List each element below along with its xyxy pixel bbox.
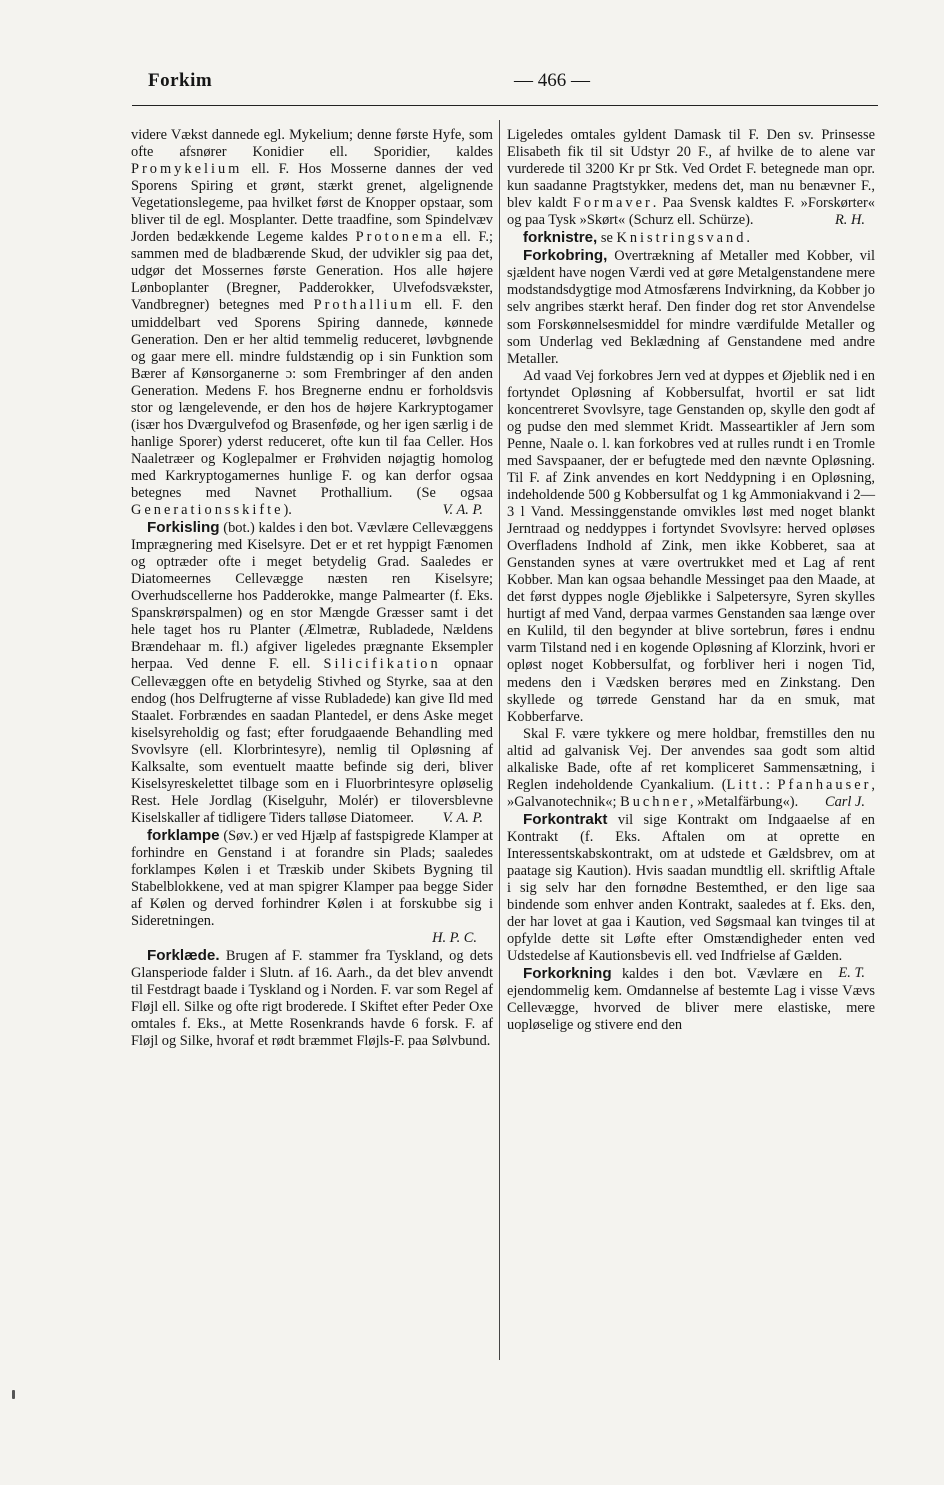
headword: Forkontrakt [523,810,608,828]
author-signature: Carl J. [825,793,865,810]
entry-forklampe: forklampe (Søv.) er ved Hjælp af fastspigrede Klamper at forhindre en Genstand i at forandre sin Plads; saaledes forklampes Kølen i et Træskib under Skibets Bygning til Stabelblokkene, ved at man spigrer Klamper paa begge Sider af Kølen og derved forhindrer Kølen i at forskubbe sig i Sideretningen. [131,826,493,930]
entry-forkobring-paragraph-2: Ad vaad Vej forkobres Jern ved at dyppes et Øjeblik ned i en fortyndet Opløsning af Kobbersulfat, hvortil er sat lidt koncentreret Svovlsyre, tage Genstanden op, skylle den godt af og pudse den med slemmet Kridt. Masseartikler af Jern som Penne, Naale o. l. kan forkobres ved at rulles rundt i en Tromle med Savspaaner, der er befugtede med den nævnte Opløsning. Til F. af Zink anvendes en kort Neddypning i en Opløsning, indeholdende 500 g Kobbersulfat og 1 kg Ammoniakvand i 2—3 l Vand. Messinggenstande omvikles løst med noget blankt Jerntraad og neddyppes i fortyndet Svovlsyre: herved opløses Overfladens Indhold af Zink, men ikke Kobberet, saa at Genstanden synes at være overtrukket med et Lag af rent Kobber. Man kan ogsaa behandle Messinget paa den Maade, at det først dyppes nogle Øjeblikke i Salpetersyre, Syren skylles hurtigt af med Vand, derpaa varmes Genstanden saa længe over en Kulild, til den begynder at blive sortebrun, føres i endnu varm Tilstand ned i en kogende Opløsning af Klorzink, hvori er opløst noget Kobbersulfat, og forbliver heri i nogen Tid, medens den i Vædsken berøres med en Zinkstang. Den skyllede og tørrede Genstand har da en smuk, mat Kobberfarve. [507,367,875,725]
running-head-word: Forkim [148,70,213,91]
headword: Forkobring, [523,247,608,265]
headword: Forklæde. [147,947,220,965]
entry-forklaede: Forklæde. Brugen af F. stammer fra Tyskland, og dets Glansperiode falder i Slutn. af 16. Aarh., da det blev anvendt til Festdragt baade i Tyskland og i Norden. F. var som Regel af Fløjl ell. Silke og ofte rigt broderede. I Skiftet efter Peder Oxe omtales f. Eks., at Mette Rosenkrands havde 6 forsk. F. af Fløjl og Silke, hvoraf et rødt bræmmet Fløjls-F. paa Sølvbund. [131,947,493,1050]
author-signature: V. A. P. [442,809,483,826]
author-signature: H. P. C. [432,930,477,947]
scan-speck [12,1390,15,1399]
entry-forkobring-paragraph-3: Skal F. være tykkere og mere holdbar, fremstilles den nu altid ad galvanisk Vej. Der anvendes saa godt som altid alkaliske Bade, ofte af ret kompliceret Sammensætning, i Reglen indeholdende Cyankalium. (Litt.: Pfanhauser, »Galvanotechnik«; Buchner, »Metalfärbung«). Carl J. [507,725,875,810]
headword: Forkorkning [523,965,612,983]
column-divider [499,120,500,1360]
page-header [132,70,878,100]
entry-forklaede-continuation: Ligeledes omtales gyldent Damask til F. Den sv. Prinsesse Elisabeth fik til sit Udstyr 20 F., af hvilke de to alene var vurderede til 3200 Kr pr Stk. Ved Ordet F. betegnede man opr. kun saadanne Pragtstykker, medens det, man nu benævner F., blev kaldt Formaver. Paa Svensk kaldtes F. »Forskørter« og paa Tysk »Skørt« (Schurz ell. Schürze). R. H. [507,127,876,229]
entry-forkorkning: Forkorkning kaldes i den bot. Vævlære en ejendommelig kem. Omdannelse af bestemte Lag i visse Vævs Cellevægge, hvorved de bliver mere elastiske, mere uopløselige og stivere end den [507,965,875,1034]
author-signature: R. H. [835,212,865,229]
author-signature: V. A. P. [442,502,483,519]
header-rule [132,105,878,106]
right-column [507,127,875,1034]
entry-forkontrakt: Forkontrakt vil sige Kontrakt om Indgaaelse af en Kontrakt (f. Eks. Aftalen om at oprette en Interessentskabskontrakt, om at udstede et Gældsbrev, om at paatage sig Kaution). Hvis saadan mundtlig ell. skriftlig Aftale i sig selv har den fornødne Bestemthed, er den lige saa bindende som enhver anden Kontrakt, saaledes at f. Eks. den, der har lovet at gaa i Kaution, ved Søgsmaal kan tvinges til at opfylde dette sit Løfte efter Omstændigheder enten ved Udstedelse af Kautionsbevis ell. ved Indfrielse af Gælden. E. T. [507,810,875,982]
entry-forkobring: Forkobring, Overtrækning af Metaller med Kobber, vil sjældent have nogen Værdi ved at gøre Metalgenstandene mere modstandsdygtige mod Atmosfærens Indvirkning, da Kobber jo selv angribes stærkt heraf. Den finder dog ret stor Anvendelse som Forskønnelsesmiddel for mindre værdifulde Metaller og som Underlag ved Beklædning af Genstandene med andre Metaller. [507,247,875,367]
entry-forkim-continuation: videre Vækst dannede egl. Mykelium; denne første Hyfe, som ofte afsnører Konidier ell. Sporidier, kaldes Promykelium ell. F. Hos Mosserne dannes der ved Sporens Spiring et grønt, stærkt grenet, algelignende Vegetationslegeme, paa hvilket først de Knopper opstaar, som bliver til de egl. Mosplanter. Dette traadfine, som Spindelvæv Jorden bedækkende Legeme kaldes Protonema ell. F.; sammen med de bladbærende Skud, der udvikler sig paa det, udgør det Mossernes første Generation. Hos alle højere Lønboplanter (Bregner, Padderokker, Ulvefodsvækster, Vandbregner) betegnes med Prothallium ell. F. den umiddelbart ved Sporens Spiring dannede, kønnede Generation. Den er her altid temmelig reduceret, løvbgnende og gaar mere ell. mindre fuldstændig op i sin Funktion som Bærer af Kønsorganerne ɔ: som Frembringer af den anden Generation. Medens F. hos Bregnerne endnu er forholdsvis stor og længelevende, er den hos de højere Karkryptogamer (især hos Dværgulvefod og Brasenføde, og her igen særlig i de hanlige Sporer) yderst reduceret, ofte kun til faa Celler. Hos Naaletræer og Koglepalmer er Frøhviden nøjagtig homolog med Karkryptogamernes hunlige F. og kan derfor ogsaa betegnes med Navnet Prothallium. (Se ogsaa Generationsskifte). V. A. P. [131,127,493,519]
author-signature: E. T. [838,965,865,982]
left-column [131,127,493,1051]
headword: forklampe [147,826,220,844]
page-number: — 466 — [514,70,590,91]
headword: Forkisling [147,519,220,537]
headword: forknistre, [523,229,598,247]
entry-forkisling: Forkisling (bot.) kaldes i den bot. Vævlære Cellevæggens Imprægnering med Kiselsyre. Det er et ret hyppigt Fænomen og optræder ofte i meget betydelig Grad. Saaledes er Diatomeernes Cellevægge næsten ren Kiselsyre; Overhudscellerne hos Padderokke, mange Palmearter (f. Eks. Spanskrørspalmen) og en stor Mængde Græsser samt i det hele taget hos ru Planter (Ælmetræ, Rubladede, Nældens Brændehaar m. fl.) afgiver ligeledes prægnante Eksempler herpaa. Ved denne F. ell. Silicifikation opnaar Cellevæggen ofte en betydelig Stivhed og Styrke, saa at den endog (hos Delfrugterne af visse Rubladede) kan give Ild med Staalet. Forbrændes en saadan Plantedel, er dens Aske meget kiselsyreholdig og fast; efter forudgaaende Behandling med Svovlsyre (ell. Klorbrintesyre), nemlig til Opløsning af Kalksalte, som eventuelt maatte befinde sig deri, bliver Kiselsyreskelettet tilbage som en i Fluorbrintesyre opløselig Rest. Hele Jordlag (Kiselguhr, Molér) er tiloversblevne Kiselskaller af tidligere Tiders talløse Diatomeer. V. A. P. [131,519,493,826]
entry-forknistre: forknistre, se Knistringsvand. [523,229,751,247]
